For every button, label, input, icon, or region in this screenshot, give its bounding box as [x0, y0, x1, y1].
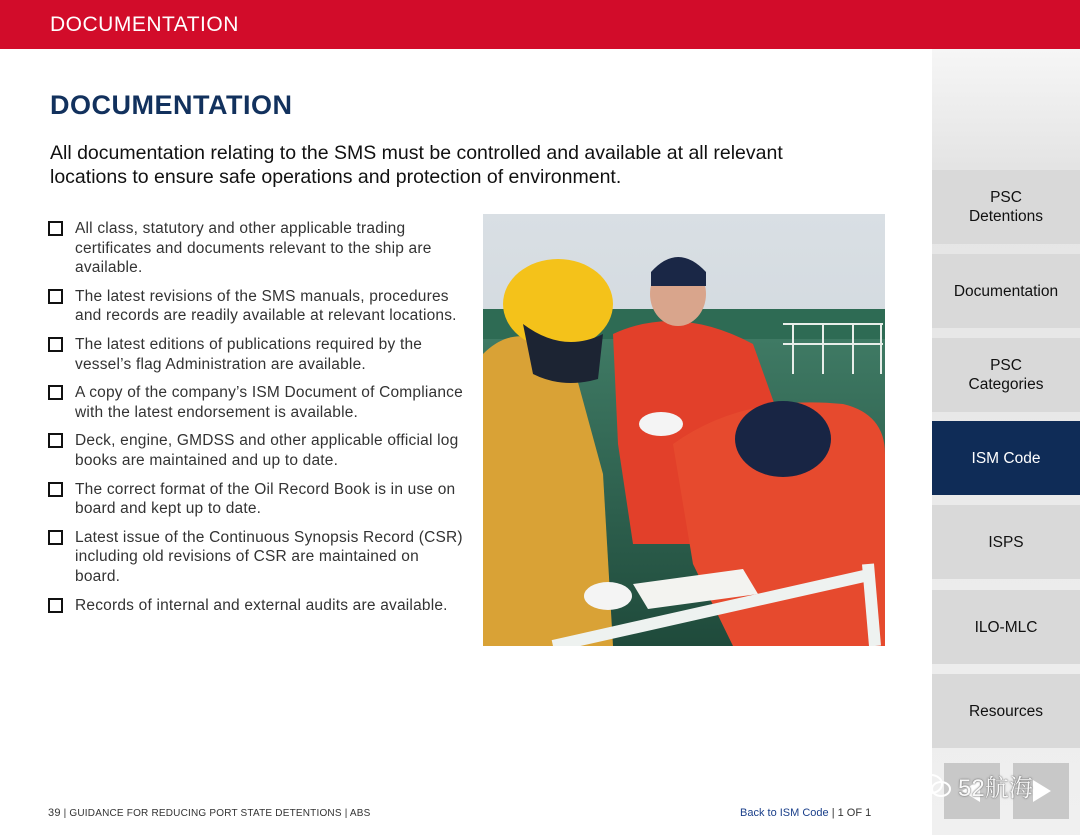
nav-label: ISM Code: [971, 449, 1041, 467]
doc-title: | GUIDANCE FOR REDUCING PORT STATE DETENTIONS | ABS: [63, 808, 371, 819]
nav-ilo-mlc[interactable]: [932, 590, 1080, 664]
checklist-item: [48, 480, 468, 519]
checkbox[interactable]: [48, 385, 63, 400]
intro-paragraph: All documentation relating to the SMS must be controlled and available at all relevant locations to ensure safe operations and protection of environment.: [50, 142, 783, 188]
checklist-text: Deck, engine, GMDSS and other applicable official log books are maintained and up to date.: [75, 432, 459, 469]
footer-page-info: [48, 807, 371, 819]
prev-page-button[interactable]: [944, 763, 1000, 819]
nav-documentation[interactable]: [932, 254, 1080, 328]
nav-label: PSC Detentions: [968, 189, 1044, 225]
checkbox[interactable]: [48, 337, 63, 352]
checklist-item: [48, 335, 468, 374]
nav-label: ILO-MLC: [974, 618, 1038, 636]
documentation-checklist: [48, 219, 468, 624]
footer-nav: [740, 807, 871, 819]
nav-label: ISPS: [988, 533, 1024, 551]
checkbox[interactable]: [48, 530, 63, 545]
nav-resources[interactable]: [932, 674, 1080, 748]
nav-label: Documentation: [953, 282, 1059, 300]
checklist-text: A copy of the company’s ISM Document of Compliance with the latest endorsement is available.: [75, 384, 463, 421]
checkbox[interactable]: [48, 221, 63, 236]
nav-label: Resources: [968, 702, 1044, 720]
checklist-item: [48, 596, 468, 616]
page-of: | 1 OF 1: [831, 807, 872, 819]
checklist-item: [48, 431, 468, 470]
nav-isps[interactable]: [932, 505, 1080, 579]
checklist-item: [48, 383, 468, 422]
nav-psc-categories[interactable]: [932, 338, 1080, 412]
page-title: DOCUMENTATION: [50, 90, 293, 120]
inspection-photo: [483, 214, 885, 646]
checkbox[interactable]: [48, 433, 63, 448]
nav-psc-detentions[interactable]: [932, 170, 1080, 244]
checkbox[interactable]: [48, 482, 63, 497]
top-banner: [0, 0, 1080, 49]
back-link[interactable]: Back to ISM Code: [740, 807, 829, 819]
watermark-text: 52航海: [958, 775, 1033, 802]
checklist-text: Records of internal and external audits are available.: [75, 596, 448, 614]
checklist-text: The correct format of the Oil Record Book is in use on board and kept up to date.: [75, 480, 456, 518]
checklist-text: Latest issue of the Continuous Synopsis Record (CSR) including old revisions of CSR are maintained on board.: [75, 528, 463, 585]
arrow-left-icon: [958, 777, 986, 805]
nav-ism-code[interactable]: [932, 421, 1080, 495]
checkbox[interactable]: [48, 598, 63, 613]
checklist-item: [48, 528, 468, 587]
checklist-text: All class, statutory and other applicable trading certificates and documents relevant to the ship are available.: [75, 220, 432, 277]
checklist-item: [48, 219, 468, 278]
banner-title: DOCUMENTATION: [50, 13, 239, 36]
checkbox[interactable]: [48, 289, 63, 304]
checklist-item: [48, 287, 468, 326]
nav-label: PSC Categories: [968, 357, 1044, 393]
next-page-button[interactable]: [1013, 763, 1069, 819]
checklist-text: The latest revisions of the SMS manuals, procedures and records are readily available at relevant locations.: [75, 287, 457, 325]
checklist-text: The latest editions of publications required by the vessel’s flag Administration are available.: [75, 335, 423, 373]
page-number: 39: [48, 807, 61, 819]
arrow-right-icon: [1027, 777, 1055, 805]
